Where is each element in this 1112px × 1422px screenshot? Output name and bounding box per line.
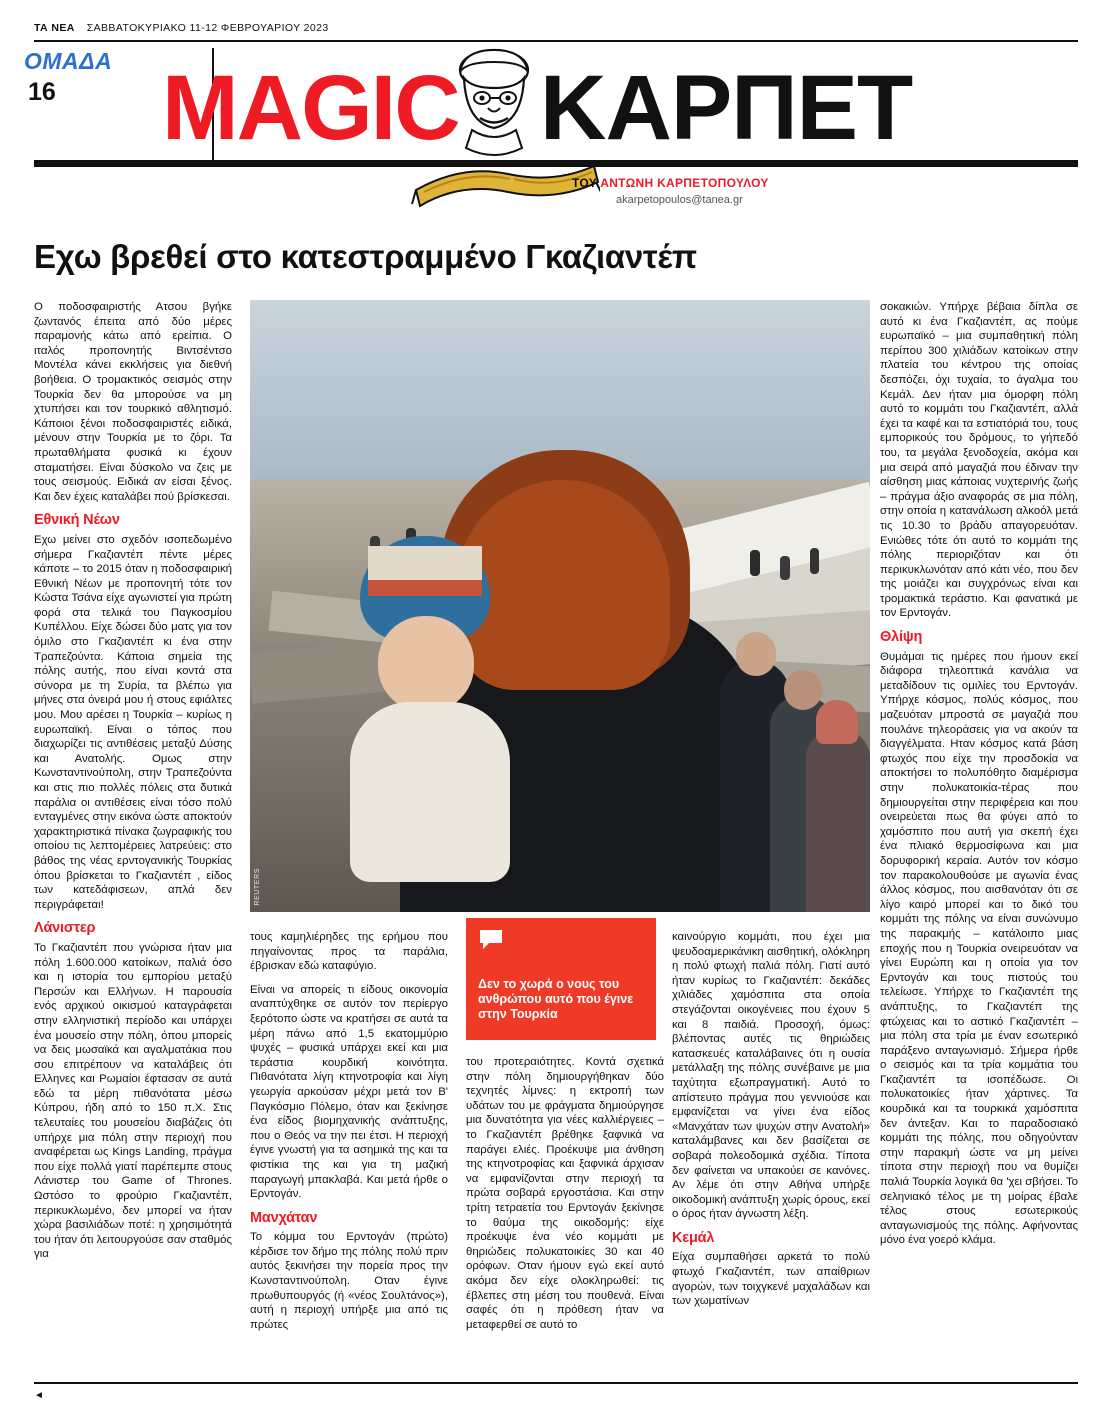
subhead-kemal: Κεμάλ — [672, 1229, 715, 1246]
byline — [572, 176, 769, 190]
subhead-ethniki-neon: Εθνική Νέων — [34, 512, 120, 529]
paragraph: Είναι να απορείς τι είδους οικονομία αναπτύχθηκε σε αυτόν τον περίεργο ξερότοπο ώστε να κρατήσει σε αυτά τα μέρη πάνω από 1,5 εκατομμύριο ψυχές – φυσικά υπάρχει εκεί και μια τεράστια κουρδική κοινότητα. Πιθανότατα λίγη κτηνοτροφία και λίγη γεωργία αρκούσαν μέχρι μετά τον Β' Παγκόσμιο Πόλεμο, όταν και ξεκίνησε ένα είδος βιομηχανικής ανάπτυξης, που ο Θεός να την πει έτσι. Η περιοχή έγινε γνωστή για τα ασημικά της και τα φιστίκια της και για τη μαζική παραγωγή μπακλαβά. Και μετά ήρθε ο Ερντογάν. — [250, 983, 448, 1201]
paragraph: του προτεραιότητες. Κοντά σχετικά στην πόλη δημιουργήθηκαν δύο τεχνητές λίμνες: η εκτροπή των υδάτων του με φράγματα δημιούργησε μια δυνατότητα για νέες καλλιέργειες – το Γκαζιαντέπ βρέθηκε ξαφνικά να παράγει ελιές. Προέκυψε μια άνθηση της κτηνοτροφίας και ξαφνικά άρχισαν να εμφανίζονται στην περιοχή τα πρώτα σοβαρά εργοστάσια. Και στην τρίτη τετραετία του Ερντογάν ξεκίνησε το θαύμα της οικοδομής: είχε προέκυψε ένα νέο κομμάτι με θηριώδεις πολυκατοικίες 30 και 40 ορόφων. Οταν ήμουν εγώ εκεί αυτό ακόμα δεν είχε ολοκληρωθεί: τις έβλεπες στη μέση του πουθενά. Είναι σαφές ότι η πρόθεση ήταν να μεταφερθεί σε αυτό το — [466, 1056, 664, 1331]
subhead-thlipsi: Θλίψη — [880, 629, 923, 646]
top-divider — [34, 40, 1078, 42]
article-column-3 — [466, 1055, 664, 1341]
paragraph: Θυμάμαι τις ημέρες που ήμουν εκεί διάφορα τηλεοπτικά κανάλια να μεταδίδουν τις ομιλίες του Ερντογάν. Υπήρχε κόσμος, πολύς κόσμος, που μαζευόταν μπροστά σε μαγαζιά που πουλάνε τηλεοράσεις για να ακούν τα διαγγέλματα. Ηταν κόσμος κατά βάση φτωχός που είχε την προσδοκία να αποκτήσει το πολυπόθητο διαμέρισμα στην πολυκατοικία-τέρας που δημιουργείται στην περιφέρεια και που ονειρεύεται πως θα φύγει από το χαμόσπιτο που αυτή για σκεπή έχει ένα πλιακό θερμοσίφωνα και μια δορυφορική κεραία. Αυτόν τον κόσμο τον παρακολουθούσε με αγωνία ένας άλλος κόσμος, που αισθανόταν ότι σε λίγο καιρό μπορεί και το δικό του κομμάτι της πόλης να είναι συνώνυμο της παρακμής – κατάλοιπο μιας εποχής που η Τουρκία ονειρευόταν να γίνει Ευρώπη και η οποία για τον Ερντογάν και τους πιστούς του τελείωσε. Υπήρχε το Γκαζιαντέπ της ανάπτυξης, το Γκαζιαντέπ της φτώχειας και το αστικό Γκαζιαντέπ – μια πόλη στα τρία με έναν εσωτερικό παράξενο ανταγωνισμό. Σήμερα ήρθε ο σεισμός και τα τρία κομμάτια του Γκαζιαντέπ τα ισοπέδωσε. Οι πολυκατοικίες ήταν χάρτινες. Τα κουρδικά και τα τουρκικά χαμόσπιτα δεν άντεξαν. Και το παραδοσιακό κομμάτι της πόλης, που οδηγούνταν στην παρακμή ώστε να μη μείνει τίποτα στην περιοχή που να θυμίζει παλιά Τουρκία λογικά θα 'χει σβήσει. Το σεληνιακό τέλος με τη μοίρας έβαλε τέλος στους εσωτερικούς ανταγωνισμούς της πόλης. Αφήνοντας μόνο ένα γοερό κλάμα. — [880, 650, 1078, 1247]
column-masthead — [150, 57, 1080, 162]
paragraph: Το κόμμα του Ερντογάν (πρώτο) κέρδισε τον δήμο της πόλης πολύ πριν αυτός ξεκινήσει την πορεία προς την Κωνσταντινούπολη. Οταν έγινε πρωθυπουργός (ή «νέος Σουλτάνος»), αυτή η περιοχή υπήρξε μια από τις πρώτες — [250, 1231, 448, 1331]
page-topbar — [34, 22, 1078, 34]
issue-date: ΣΑΒΒΑΤΟΚΥΡΙΑΚΟ 11-12 ΦΕΒΡΟΥΑΡΙΟΥ 2023 — [86, 22, 329, 34]
byline-email: akarpetopoulos@tanea.gr — [616, 194, 743, 206]
quote-bubble-icon — [478, 928, 504, 950]
pull-quote-text: Δεν το χωρά ο νους του ανθρώπου αυτό που έγινε στην Τουρκία — [478, 977, 634, 1021]
byline-author: ΑΝΤΩΝΗ ΚΑΡΠΕΤΟΠΟΥΛΟΥ — [600, 176, 769, 190]
masthead-word-karpet: ΚΑΡΠΕΤ — [540, 57, 913, 159]
paragraph: σοκακιών. Υπήρχε βέβαια δίπλα σε αυτό κι ένα Γκαζιαντέπ, ας πούμε ευρωπαϊκό – μια συμπαθητική πόλη περίπου 300 χιλιάδων κατοίκων στην πλατεία του κέντρου της οποίας δεσπόζει, όχι τυχαία, το άγαλμα του Κεμάλ. Δεν ήταν μια όμορφη πόλη αυτό το κομμάτι του Γκαζιαντέπ, αλλά έχει τα καφέ και τα εστιατόριά του, τους εμπορικούς του δρόμους, το γήπεδό του, τα μεγάλα ξενοδοχεία, ακόμα και μια σειρά από μαγαζιά που έδιναν την αίσθηση μιας κάποιας νυχτερινής ζωής – πράγμα άξιο αναφοράς σε μια πόλη, στην οποία η κατανάλωση αλκοόλ μετά τις 10.30 το βράδυ απαγορευόταν. Ενιώθες τότε ότι αυτό το κομμάτι της πόλης περιοριζόταν και ότι περικυκλωνόταν από κάτι νέο, που δεν της μοιάζει και συγχρόνως είναι και τρομακτικά τεράστιο. Και φανατικά με τον Ερντογάν. — [880, 301, 1078, 620]
article-column-4 — [672, 930, 870, 1318]
footer-mark: ◄ — [34, 1390, 44, 1401]
publication-name: ΤΑ ΝΕΑ — [34, 22, 75, 34]
photo-credit: REUTERS — [254, 868, 261, 906]
page-number: 16 — [28, 78, 56, 106]
bottom-divider — [34, 1382, 1078, 1384]
pull-quote — [466, 918, 656, 1040]
byline-prefix: ΤΟΥ — [572, 176, 598, 190]
subhead-manhattan: Μανχάταν — [250, 1209, 318, 1226]
subhead-lanister: Λάνιστερ — [34, 920, 96, 937]
article-photo — [250, 300, 870, 912]
paragraph: τους καμηλιέρηδες της ερήμου που πηγαίνοντας προς τα παράλια, έβρισκαν εδώ καταφύγιο. — [250, 931, 448, 973]
article-column-5 — [880, 300, 1078, 1257]
paragraph: Είχα συμπαθήσει αρκετά το πολύ φτωχό Γκαζιαντέπ, των απαίθριων αγορών, των τοιχγκενέ μαχαλάδων και των χωματίνων — [672, 1251, 870, 1308]
paragraph: Εχω μείνει στο σχεδόν ισοπεδωμένο σήμερα Γκαζιαντέπ πέντε μέρες κάποτε – το 2015 όταν η ποδοσφαιρική Εθνική Νέων με προπονητή τότε τον Κώστα Τσάνα είχε αγωνιστεί για πρώτη φορά στα τελικά του Παγκοσμίου Κυπέλλου. Είχε δώσει δύο ματς για τον όμιλο στο Γκαζιαντέπ κι ένα στην Τραπεζούντα. Κάποια σημεία της πόλης αυτής, που είναι κοντά στα σύνορα με τη Συρία, τα βλέπω για μήνες στα όνειρά μου ή στους εφιάλτες μου. Μου αρέσει η Τουρκία – κυρίως η ευρωπαϊκή. Είναι ο τόπος που διαχωρίζει τις αντιθέσεις μεταξύ Δύσης και Ανατολής. Ομως στην Κωνσταντινούπολη, στην Τραπεζούντα και στις πιο πολλές πόλεις στα δυτικά παράλια οι αντιθέσεις είναι τόσο πολύ ενταγμένες στην εικόνα ώστε αποκτούν χαρακτηριστικά πίνακα ζωγραφικής του οποίου τις λεπτομέρειες λατρεύεις: στο βάθος της νέας ερντογανικής Τουρκίας όπου βρίσκεται το Γκαζιαντέπ , είδος των κατεδάφισεων, απλά δεν περιγράφεται! — [34, 533, 232, 911]
paragraph: Ο ποδοσφαιριστής Ατσου βγήκε ζωντανός έπειτα από δύο μέρες παραμονής κάτω από ερείπια. Ο ιταλός προπονητής Βιντσέντσο Μοντέλα κάνει εκκλήσεις για διεθνή βοήθεια. Ο τρομακτικός σεισμός στην Τουρκία δεν θα μπορούσε να μη χτυπήσει και τον τουρκικό αθλητισμό. Κάποιοι ξένοι ποδοσφαιριστές ειδικά, μένουν στην Τουρκία με το ζόρι. Τα πρωταθλήματα φυσικά κι έχουν σταματήσει. Είναι δύσκολο να ζεις με τους σεισμούς. Ειδικά αν είσαι ξένος. Και δεν έχεις καταλάβει πού βρίσκεσαι. — [34, 301, 232, 503]
paragraph: καινούργιο κομμάτι, που έχει μια ψευδοαμερικάνικη αισθητική, ολόκληρη η πολύ φτωχή παλιά πόλη. Γιατί αυτό ήταν κυρίως το Γκαζιαντέπ: δεκάδες χιλιάδες χαμόσπιτα στα οποία στεγάζονται οικογένειες που έχουν 5 και 8 παιδιά. Προσοχή, όμως: βλέποντας αυτές τις θηριώδεις κατασκευές καταλάβαινες ότι η ουσία μετάλλαξη της πόλης συνέβαινε με μια ταχύτητα εξωπραγματική. Αυτό το απίστευτο πράγμα που γεννιούσε και εμφανίζεται να γίνει ένα είδος «Μανχάταν των ψυχών στην Ανατολή» καταλάμβανες και δεν βασίζεται σε σοβαρά πολεοδομικά σχέδια. Τίποτα δεν φαίνεται να υπακούει σε κανόνες. Αν λέμε ότι στην Αθήνα υπήρξε οικοδομική ανάπτυξη χωρίς όρους, εκεί ο όρος ήταν άγνωστη λέξη. — [672, 931, 870, 1221]
article-column-1 — [34, 300, 232, 1271]
article-column-2 — [250, 930, 448, 1341]
masthead-divider — [34, 160, 1078, 167]
paragraph: Το Γκαζιαντέπ που γνώρισα ήταν μια πόλη 1.600.000 κατοίκων, παλιά όσο και η ιστορία του εμπορίου μεταξύ Περσών και Ελλήνων. Η παρουσία ενός αρχικού οικισμού καταγράφεται στην ελληνιστική περίοδο και υπάρχει ένα μουσείο στην πόλη, όπου μπορείς να δεις μωσαϊκά και αγαλματάκια που σου επιτρέπουν να καταλάβεις ότι Ελληνες και Ρωμαίοι έφτασαν σε αυτά εδώ τα μέρη πιθανότατα μέσω Κύπρου, ήδη από το 150 π.Χ. Στις τελευταίες του μουσείου διαβάζεις ότι υπήρχε μια πόλη στην περιοχή που αναφέρεται ως Kings Landing, πράγμα που είχε πολλά γιατί παρέπεμπε στους Λάνιστερ του Game of Thrones. Ωστόσο το φρούριο Γκαζιαντέπ, περικυκλωμένο, δεν μπορεί να ήταν χώρα βασιλιάδων ποτέ: η χρησιμότητά του ήταν ότι λειτουργούσε σαν σταθμός για — [34, 941, 232, 1261]
masthead-word-magic: MAGIC — [162, 57, 459, 159]
section-label: ΟΜΑΔΑ — [24, 48, 113, 74]
page-title: Εχω βρεθεί στο κατεστραμμένο Γκαζιαντέπ — [34, 238, 697, 275]
